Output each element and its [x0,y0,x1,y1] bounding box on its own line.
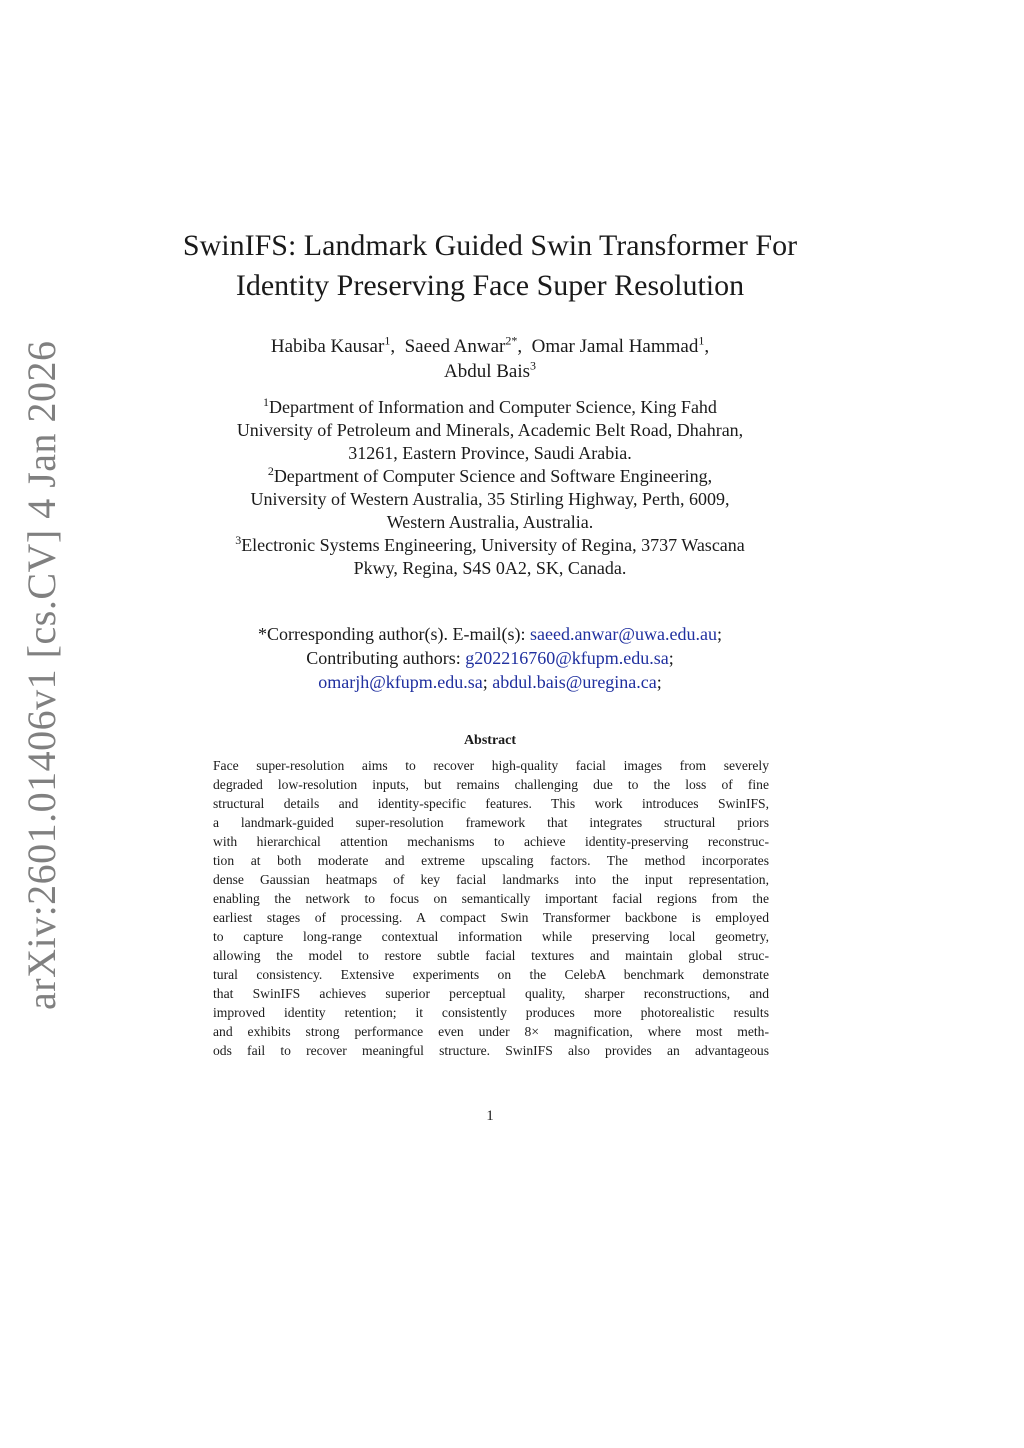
abstract-line: tural consistency. Extensive experiments on the CelebA benchmark demonstrate [213,967,769,982]
affiliation-line: University of Petroleum and Minerals, Academic Belt Road, Dhahran, [236,420,744,440]
email-link-saeed-anwar[interactable]: saeed.anwar@uwa.edu.au [529,624,717,644]
affiliation-mark: 2 [267,464,274,478]
author-name: Abdul Bais [443,361,531,382]
author-affiliation-mark: 1 [698,333,705,348]
author-separator: , [390,336,405,357]
abstract-line: earliest stages of processing. A compact Swin Transformer backbone is employed [213,910,769,925]
abstract-line: degraded low-resolution inputs, but remains challenging due to the loss of fine [213,777,769,792]
author-name: Omar Jamal Hammad [531,336,699,357]
abstract-line: allowing the model to restore subtle facial textures and maintain global struc- [213,948,769,963]
affiliation-line: 31261, Eastern Province, Saudi Arabia. [348,443,632,463]
abstract-line: to capture long-range contextual information while preserving local geometry, [213,929,769,944]
correspondence-block [160,622,820,694]
affiliation-line: $^1$Department of Information and Computer Science, King Fahd [263,395,717,417]
author-line-1 [160,334,820,359]
author-separator: , [704,336,710,357]
affiliations [160,396,820,580]
affiliation-line: $^3$Electronic Systems Engineering, University of Regina, 3737 Wascana [235,533,745,555]
email-link-omarjh[interactable]: omarjh@kfupm.edu.sa [318,672,483,692]
author-separator: , [517,336,532,357]
abstract-line: ods fail to recover meaningful structure. SwinIFS also provides an advantageous [213,1043,769,1058]
affiliation-line: Pkwy, Regina, S4S 0A2, SK, Canada. [353,558,627,578]
author-affiliation-mark: 2* [505,333,518,348]
email-link-g202216760[interactable]: g202216760@kfupm.edu.sa [465,648,669,668]
abstract-line: dense Gaussian heatmaps of key facial landmarks into the input representation, [213,872,769,887]
abstract-line: Face super-resolution aims to recover high-quality facial images from severely [213,758,769,773]
abstract-line: and exhibits strong performance even under 8× magnification, where most meth- [213,1024,769,1039]
contributing-emails-line: omarjh@kfupm.edu.sa; abdul.bais@uregina.ca; [318,672,662,692]
abstract-line: structural details and identity-specific features. This work introduces SwinIFS, [213,796,769,811]
arxiv-identifier-stamp: arXiv:2601.01406v1 [cs.CV] 4 Jan 2026 [19,340,64,1010]
contributing-authors-line: Contributing authors: g202216760@kfupm.edu.sa; [306,648,674,668]
author-list [160,334,820,384]
abstract-line: enabling the network to focus on semantically important facial regions from the [213,891,769,906]
paper-title [160,226,820,306]
title-line-1: SwinIFS: Landmark Guided Swin Transformer For [182,229,798,262]
title-line-2: Identity Preserving Face Super Resolution [235,269,745,302]
author-affiliation-mark: 3 [530,358,537,373]
author-name: Habiba Kausar [270,336,385,357]
abstract-line: a landmark-guided super-resolution framework that integrates structural priors [213,815,769,830]
page-number: 1 [486,1108,494,1124]
abstract-line: improved identity retention; it consistently produces more photorealistic results [213,1005,769,1020]
affiliation-line: Western Australia, Australia. [386,512,594,532]
affiliation-line: $^2$Department of Computer Science and Software Engineering, [267,464,713,486]
author-name: Saeed Anwar [404,336,506,357]
abstract-line: with hierarchical attention mechanisms to achieve identity-preserving reconstruc- [213,834,769,849]
abstract-heading: Abstract [463,733,517,748]
abstract-body [213,756,769,1060]
affiliation-mark: 3 [235,533,242,547]
affiliation-mark: 1 [263,395,270,409]
corresponding-author-line: *Corresponding author(s). E-mail(s): saeed.anwar@uwa.edu.au; [258,624,722,644]
author-line-2 [160,359,820,384]
affiliation-line: University of Western Australia, 35 Stirling Highway, Perth, 6009, [250,489,730,509]
email-link-abdul-bais[interactable]: abdul.bais@uregina.ca [492,672,657,692]
abstract-line: tion at both moderate and extreme upscaling factors. The method incorporates [213,853,769,868]
author-affiliation-mark: 1 [384,333,391,348]
abstract-line: that SwinIFS achieves superior perceptual quality, sharper reconstructions, and [213,986,769,1001]
